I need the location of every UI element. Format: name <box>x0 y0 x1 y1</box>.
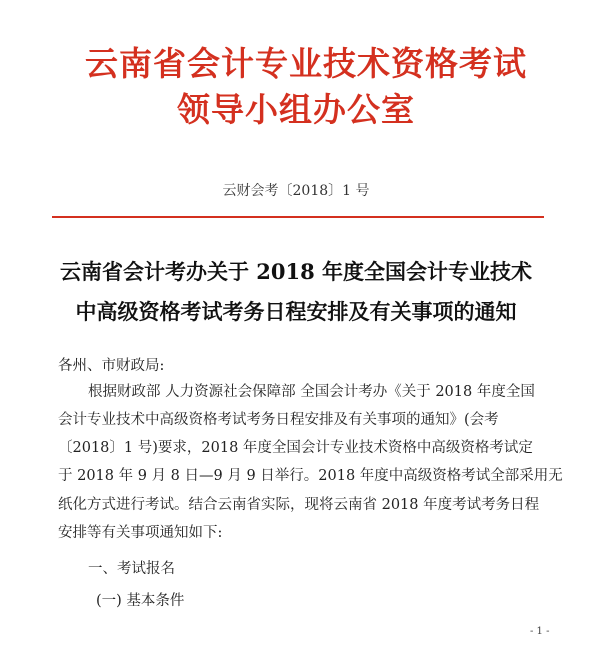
notice-title-line2: 中高级资格考试考务日程安排及有关事项的通知 <box>75 299 517 324</box>
page-number: - 1 - <box>530 626 550 637</box>
paragraph-line: 根据财政部 人力资源社会保障部 全国会计考办《关于 2018 年度全国 <box>88 384 535 400</box>
section-heading: 一、考试报名 <box>88 561 175 577</box>
issuing-office-name-line2: 领导小组办公室 <box>177 90 415 129</box>
paragraph-line: 于 2018 年 9 月 8 日—9 月 9 日举行。2018 年度中高级资格考试全部采用无 <box>58 468 563 484</box>
paragraph-line: 〔2018〕1 号)要求，2018 年度全国会计专业技术资格中高级资格考试定 <box>58 440 533 456</box>
addressee: 各州、市财政局: <box>58 358 165 374</box>
paragraph-line: 纸化方式进行考试。结合云南省实际，现将云南省 2018 年度考试考务日程 <box>58 497 540 513</box>
subsection-heading: (一) 基本条件 <box>96 593 185 609</box>
red-separator-line <box>52 216 544 218</box>
document-number: 云财会考〔2018〕1 号 <box>222 183 370 199</box>
paragraph-line: 安排等有关事项通知如下: <box>58 525 223 541</box>
issuing-office-name-line1: 云南省会计专业技术资格考试 <box>85 44 527 83</box>
paragraph-line: 会计专业技术中高级资格考试考务日程安排及有关事项的通知》(会考 <box>58 412 499 428</box>
notice-title-line1: 云南省会计考办关于 2018 年度全国会计专业技术 <box>59 259 533 284</box>
